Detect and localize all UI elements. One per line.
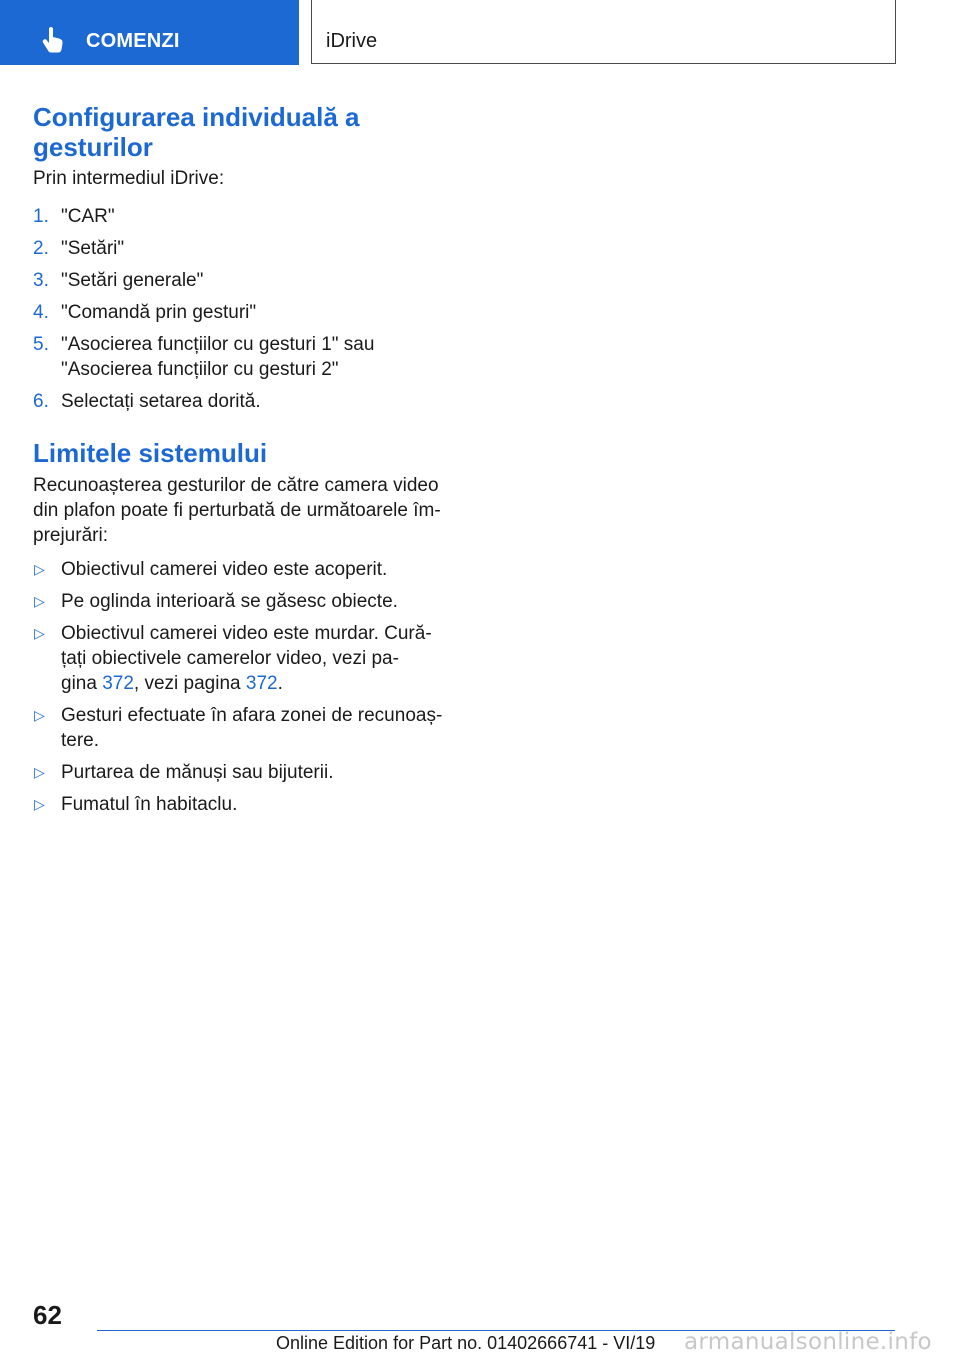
triangle-bullet-icon: ▷ — [34, 764, 45, 780]
list-item — [33, 300, 443, 325]
step-number: 2. — [33, 238, 49, 259]
list-item — [33, 236, 443, 261]
step-number: 5. — [33, 334, 49, 355]
step-text: "Setări generale" — [61, 270, 204, 291]
list-item — [33, 204, 443, 229]
list-item: ▷ Obiectivul camerei video este acoperit. — [34, 559, 388, 580]
list-item: ▷ Purtarea de mănuși sau bijuterii. — [34, 762, 334, 783]
page-link-372[interactable]: 372 — [102, 673, 134, 694]
chapter-label: COMENZI — [86, 30, 180, 52]
list-item — [33, 268, 443, 293]
triangle-bullet-icon: ▷ — [34, 593, 45, 609]
list-item: ▷ Obiectivul camerei video este murdar. Cură- țați obiectivele camerelor video, vezi pa- gina 372, vezi pagina 372. — [34, 623, 432, 694]
list-item: ▷ Fumatul în habitaclu. — [34, 794, 238, 815]
triangle-bullet-icon: ▷ — [34, 707, 45, 723]
pointing-hand-icon — [40, 26, 66, 54]
section-label: iDrive — [326, 30, 378, 52]
step-text: "CAR" — [61, 206, 115, 227]
step-number: 1. — [33, 206, 49, 227]
configuration-steps — [33, 204, 443, 414]
section-header — [311, 0, 896, 64]
limits-intro: Recunoașterea gesturilor de către camera video din plafon poate fi perturbată de următoarele îm- prejurări: — [33, 475, 441, 546]
step-text: "Setări" — [61, 238, 125, 259]
section-title-configuration: Configurarea individuală a gesturilor — [33, 102, 360, 162]
configuration-intro: Prin intermediul iDrive: — [33, 168, 225, 189]
list-item: ▷ Pe oglinda interioară se găsesc obiecte. — [34, 591, 398, 612]
step-number: 6. — [33, 391, 49, 412]
limits-list — [33, 557, 443, 817]
page-link-372[interactable]: 372 — [245, 673, 278, 694]
triangle-bullet-icon: ▷ — [34, 625, 45, 641]
list-item — [33, 389, 443, 414]
watermark: armanualsonline.info — [684, 1329, 932, 1355]
step-number: 3. — [33, 270, 49, 291]
triangle-bullet-icon: ▷ — [34, 561, 45, 577]
step-text: "Comandă prin gesturi" — [61, 302, 257, 323]
page-number: 62 — [33, 1300, 62, 1330]
page-content — [33, 102, 443, 824]
step-number: 4. — [33, 302, 49, 323]
list-item: ▷ Gesturi efectuate în afara zonei de recunoaș- tere. — [34, 705, 443, 751]
chapter-tab[interactable] — [0, 0, 299, 65]
list-item — [33, 332, 443, 382]
step-text: "Asocierea funcțiilor cu gesturi 2" — [61, 359, 339, 380]
step-text: "Asocierea funcțiilor cu gesturi 1" sau — [61, 334, 375, 355]
step-text: Selectați setarea dorită. — [61, 391, 261, 412]
edition-text: Online Edition for Part no. 01402666741 - VI/19 — [276, 1333, 656, 1353]
section-title-limits: Limitele sistemului — [33, 438, 268, 468]
triangle-bullet-icon: ▷ — [34, 796, 45, 812]
